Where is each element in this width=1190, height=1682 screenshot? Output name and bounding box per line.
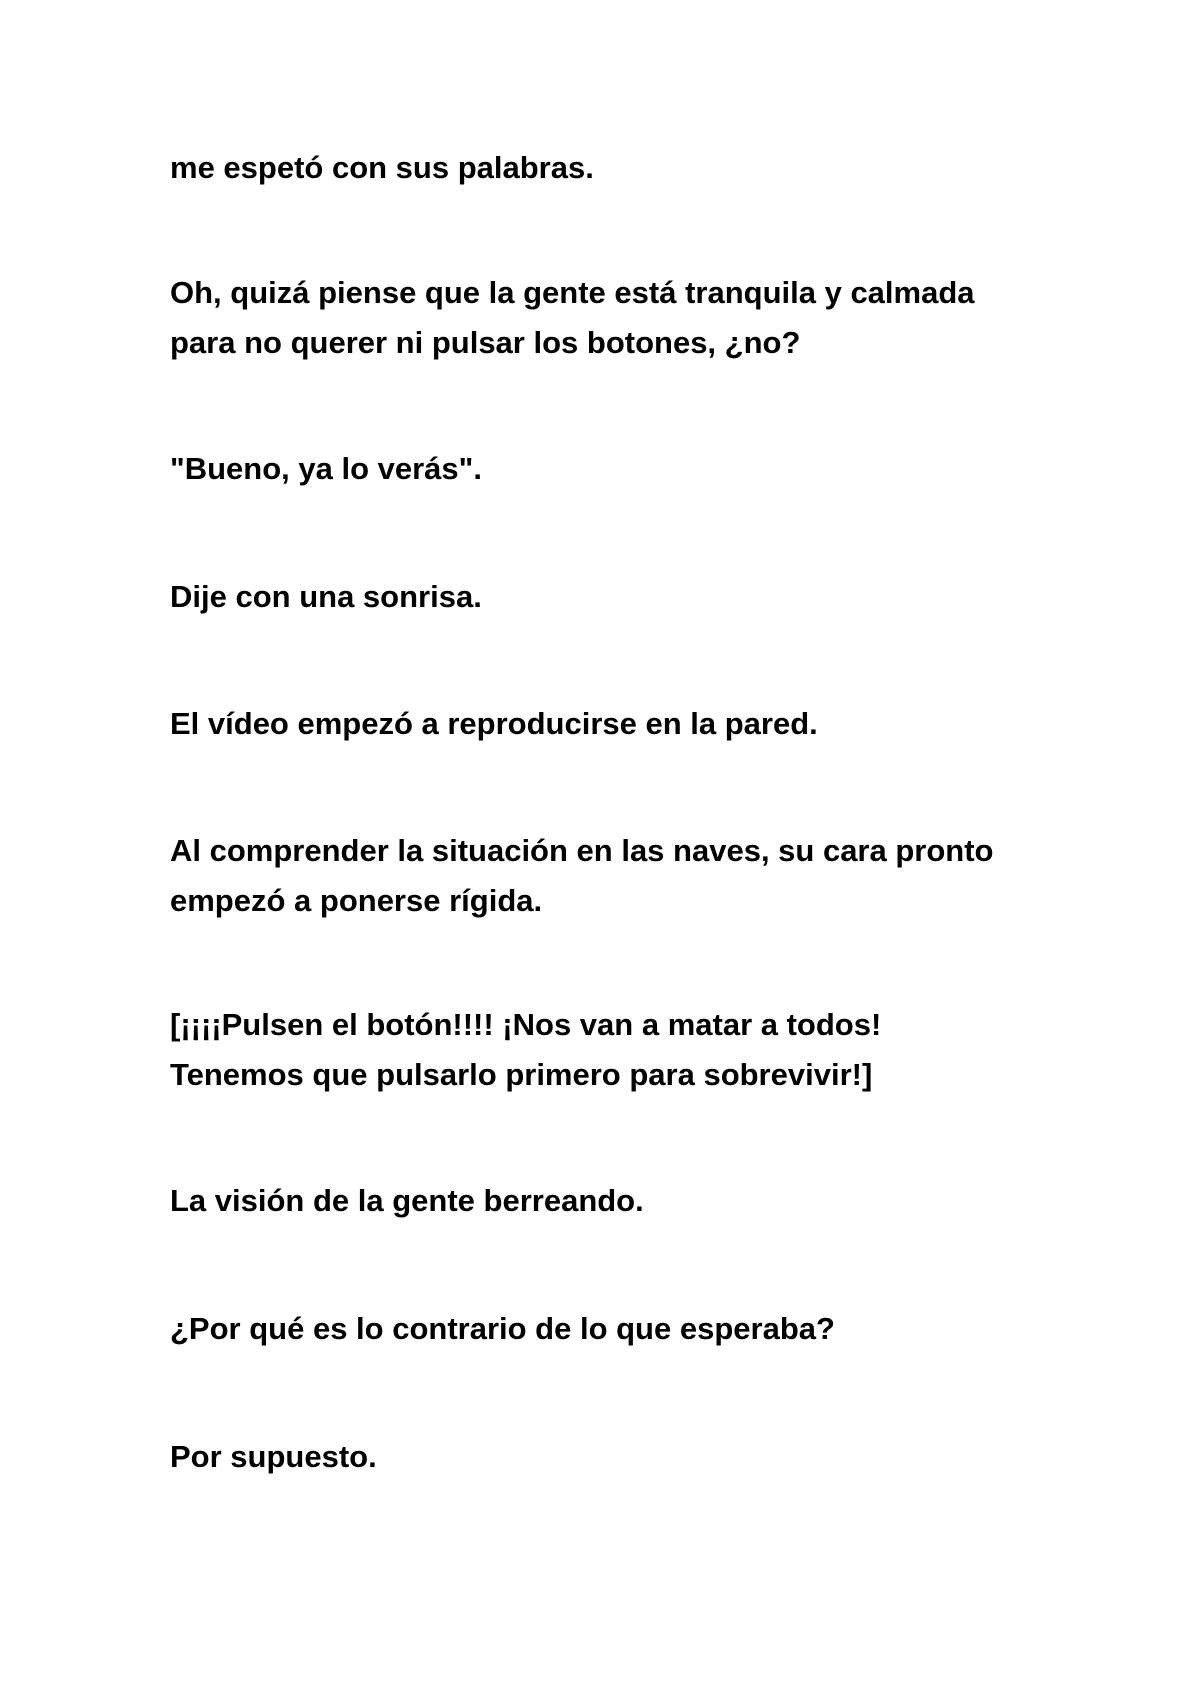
text-line: La visión de la gente berreando.	[170, 1183, 644, 1218]
text-line: empezó a ponerse rígida.	[170, 883, 543, 918]
text-line: Oh, quizá piense que la gente está tranquila y calmada	[170, 275, 975, 310]
text-line: Tenemos que pulsarlo primero para sobrevivir!]	[170, 1057, 873, 1092]
paragraph-10	[170, 1432, 377, 1482]
text-line: Al comprender la situación en las naves, su cara pronto	[170, 833, 994, 868]
text-line: [¡¡¡¡Pulsen el botón!!!! ¡Nos van a matar a todos!	[170, 1007, 882, 1042]
text-line: para no querer ni pulsar los botones, ¿no?	[170, 325, 801, 360]
paragraph-4	[170, 572, 482, 622]
paragraph-1	[170, 143, 594, 193]
text-line: Dije con una sonrisa.	[170, 579, 482, 614]
text-line: "Bueno, ya lo verás".	[170, 451, 482, 486]
text-line: ¿Por qué es lo contrario de lo que esperaba?	[170, 1311, 835, 1346]
text-line: Por supuesto.	[170, 1439, 377, 1474]
paragraph-7	[170, 1000, 881, 1100]
paragraph-6	[170, 826, 993, 926]
text-line: me espetó con sus palabras.	[170, 150, 594, 185]
paragraph-5	[170, 699, 818, 749]
paragraph-9	[170, 1304, 835, 1354]
paragraph-3	[170, 444, 482, 494]
text-line: El vídeo empezó a reproducirse en la pared.	[170, 706, 818, 741]
paragraph-2	[170, 268, 975, 368]
paragraph-8	[170, 1176, 644, 1226]
